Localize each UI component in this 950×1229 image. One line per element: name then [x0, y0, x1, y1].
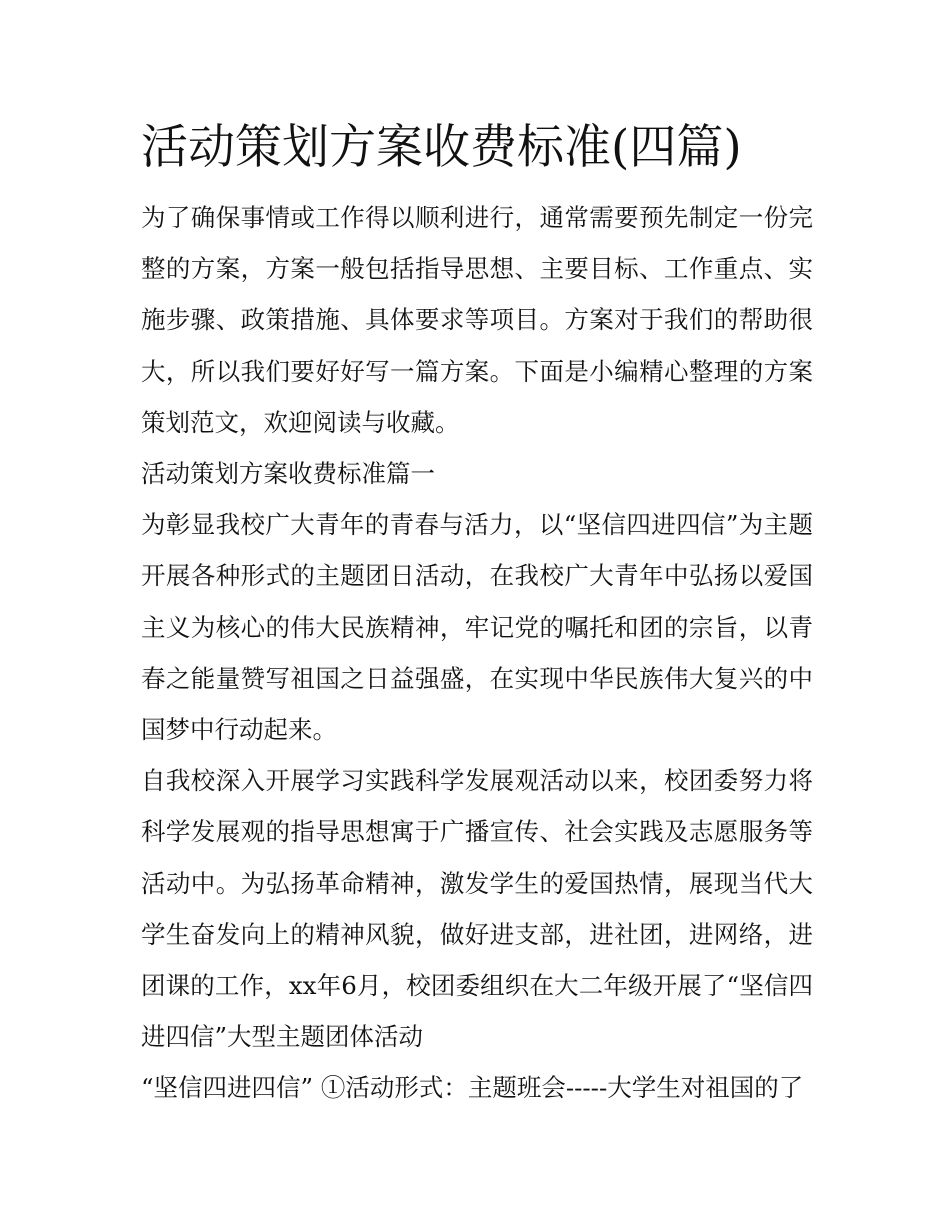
body-paragraph-3: “坚信四进四信” ①活动形式：主题班会-----大学生对祖国的了 — [141, 1073, 804, 1103]
document-title: 活动策划方案收费标准(四篇) — [141, 120, 742, 175]
document-body — [141, 112, 813, 1114]
section-heading: 活动策划方案收费标准篇一 — [141, 459, 435, 489]
body-paragraph-1: 为彰显我校广大青年的青春与活力，以“坚信四进四信”为主题开展各种形式的主题团日活动，在我校广大青年中弘扬以爱国主义为核心的伟大民族精神，牢记党的嘱托和团的宗旨，以青春之能量赞写祖国之日益强盛，在实现中华民族伟大复兴的中国梦中行动起来。 — [141, 510, 813, 745]
intro-paragraph: 为了确保事情或工作得以顺利进行，通常需要预先制定一份完整的方案，方案一般包括指导思想、主要目标、工作重点、实施步骤、政策措施、具体要求等项目。方案对于我们的帮助很大，所以我们要好好写一篇方案。下面是小编精心整理的方案策划范文，欢迎阅读与收藏。 — [141, 203, 813, 437]
body-paragraph-2: 自我校深入开展学习实践科学发展观活动以来，校团委努力将科学发展观的指导思想寓于广播宣传、社会实践及志愿服务等活动中。为弘扬革命精神，激发学生的爱国热情，展现当代大学生奋发向上的精神风貌，做好进支部，进社团，进网络，进团课的工作，xx年6月，校团委组织在大二年级开展了“坚信四进四信”大型主题团体活动 — [141, 766, 813, 1052]
